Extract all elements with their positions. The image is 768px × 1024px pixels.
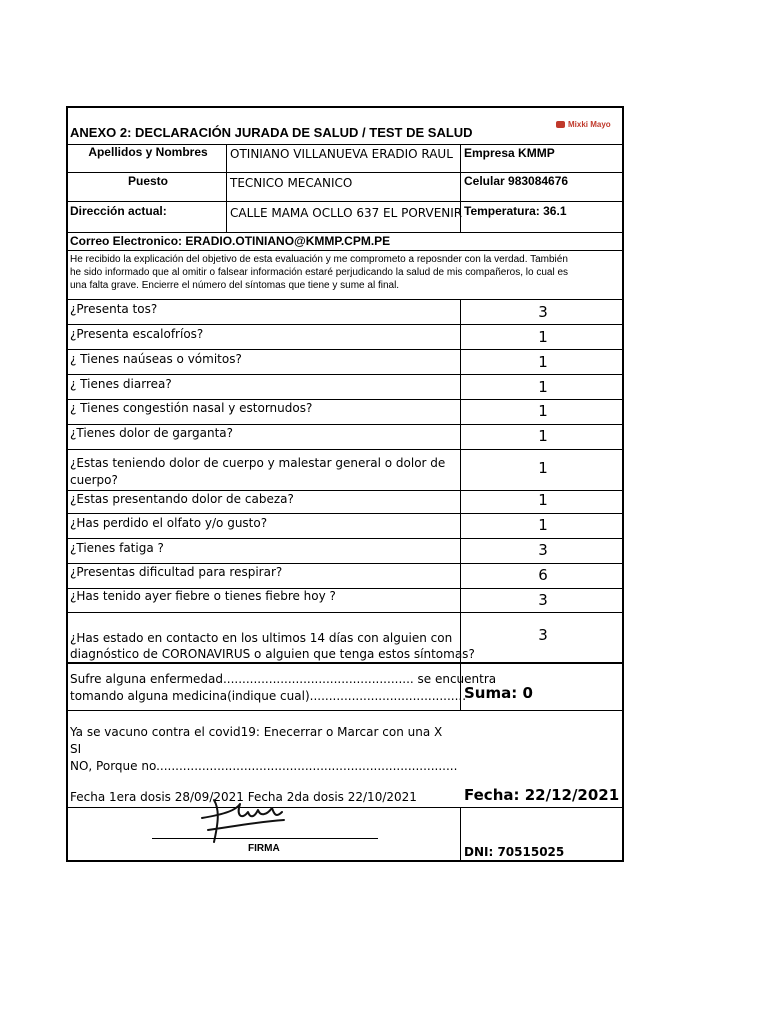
dosis-fechas: Fecha 1era dosis 28/09/2021 Fecha 2da dosis 22/10/2021	[70, 790, 417, 804]
logo-icon	[556, 121, 565, 128]
direccion-label: Dirección actual:	[70, 204, 167, 218]
question-text: ¿ Tienes naúseas o vómitos?	[70, 352, 242, 366]
rule	[68, 250, 622, 251]
suma-total: Suma: 0	[464, 684, 533, 702]
question-text: ¿Presenta escalofríos?	[70, 327, 204, 341]
rule	[68, 349, 622, 350]
rule	[68, 612, 622, 613]
form-title: ANEXO 2: DECLARACIÓN JURADA DE SALUD / TEST DE SALUD	[70, 125, 473, 140]
question-text: ¿ Tienes diarrea?	[70, 377, 172, 391]
rule	[68, 299, 622, 300]
question-value: 6	[538, 566, 548, 584]
rule	[68, 563, 622, 564]
rule	[68, 513, 622, 514]
rule	[68, 449, 622, 450]
question-value: 3	[538, 591, 548, 609]
rule	[68, 201, 622, 202]
rule	[68, 232, 622, 233]
question-text: ¿Presenta tos?	[70, 302, 158, 316]
rule	[68, 662, 622, 664]
rule	[68, 424, 622, 425]
health-declaration-form	[66, 106, 624, 862]
direccion-value: CALLE MAMA OCLLO 637 EL PORVENIR	[230, 206, 463, 220]
question-value: 1	[538, 459, 548, 477]
question-value: 1	[538, 378, 548, 396]
temperatura: Temperatura: 36.1	[464, 204, 567, 218]
fecha: Fecha: 22/12/2021	[464, 786, 620, 804]
company-logo: Mixki Mayo	[556, 120, 611, 129]
question-text: ¿Has tenido ayer fiebre o tienes fiebre hoy ?	[70, 589, 336, 603]
question-text: ¿Presentas dificultad para respirar?	[70, 565, 283, 579]
vacuna-text: Ya se vacuno contra el covid19: Enecerrar o Marcar con una X SI NO, Porque no...............................................................................	[70, 725, 458, 773]
puesto-label: Puesto	[127, 174, 168, 188]
rule	[68, 710, 622, 711]
question-text: ¿Estas teniendo dolor de cuerpo y malestar general o dolor de cuerpo?	[70, 456, 446, 487]
question-text: ¿Estas presentando dolor de cabeza?	[70, 492, 294, 506]
celular: Celular 983084676	[464, 174, 569, 188]
rule	[460, 807, 461, 862]
signature-line	[152, 838, 378, 839]
question-value: 1	[538, 491, 548, 509]
correo: Correo Electronico: ERADIO.OTINIANO@KMMP.CPM.PE	[70, 234, 391, 248]
question-value: 1	[538, 353, 548, 371]
dni: DNI: 70515025	[464, 845, 565, 859]
question-value: 1	[538, 328, 548, 346]
question-value: 3	[538, 541, 548, 559]
firma-label: FIRMA	[248, 843, 280, 854]
signature-image	[196, 796, 306, 848]
rule	[68, 172, 622, 173]
puesto-value: TECNICO MECANICO	[230, 176, 353, 190]
rule	[68, 399, 622, 400]
question-value: 3	[538, 626, 548, 644]
question-value: 1	[538, 427, 548, 445]
question-value: 3	[538, 303, 548, 321]
rule	[68, 807, 622, 808]
question-text: ¿Has estado en contacto en los ultimos 14 días con alguien con diagnóstico de CORONAVIRUS o alguien que tenga estos síntomas?	[70, 631, 475, 661]
question-text: ¿ Tienes congestión nasal y estornudos?	[70, 401, 313, 415]
rule	[68, 374, 622, 375]
empresa: Empresa KMMP	[464, 146, 555, 160]
rule	[68, 324, 622, 325]
nombres-value: OTINIANO VILLANUEVA ERADIO RAUL	[230, 147, 453, 161]
question-value: 1	[538, 516, 548, 534]
question-text: ¿Tienes fatiga ?	[70, 541, 164, 555]
rule	[68, 538, 622, 539]
question-value: 1	[538, 402, 548, 420]
declaration-text: He recibido la explicación del objetivo de esta evaluación y me comprometo a reposnder con la verdad. También he sido informado que al omitir o falsear información estaré perjudicando la salud de mis compañeros, lo cual es una falta grave. Encierre el número del síntomas que tiene y sume al final.	[70, 254, 569, 291]
question-text: ¿Tienes dolor de garganta?	[70, 426, 233, 440]
enfermedad-text: Sufre alguna enfermedad.................................................. se encuentra tomando alguna medicina(indique cual).........................................	[70, 672, 497, 703]
nombres-label: Apellidos y Nombres	[88, 145, 208, 159]
rule	[226, 144, 227, 232]
question-text: ¿Has perdido el olfato y/o gusto?	[70, 516, 268, 530]
